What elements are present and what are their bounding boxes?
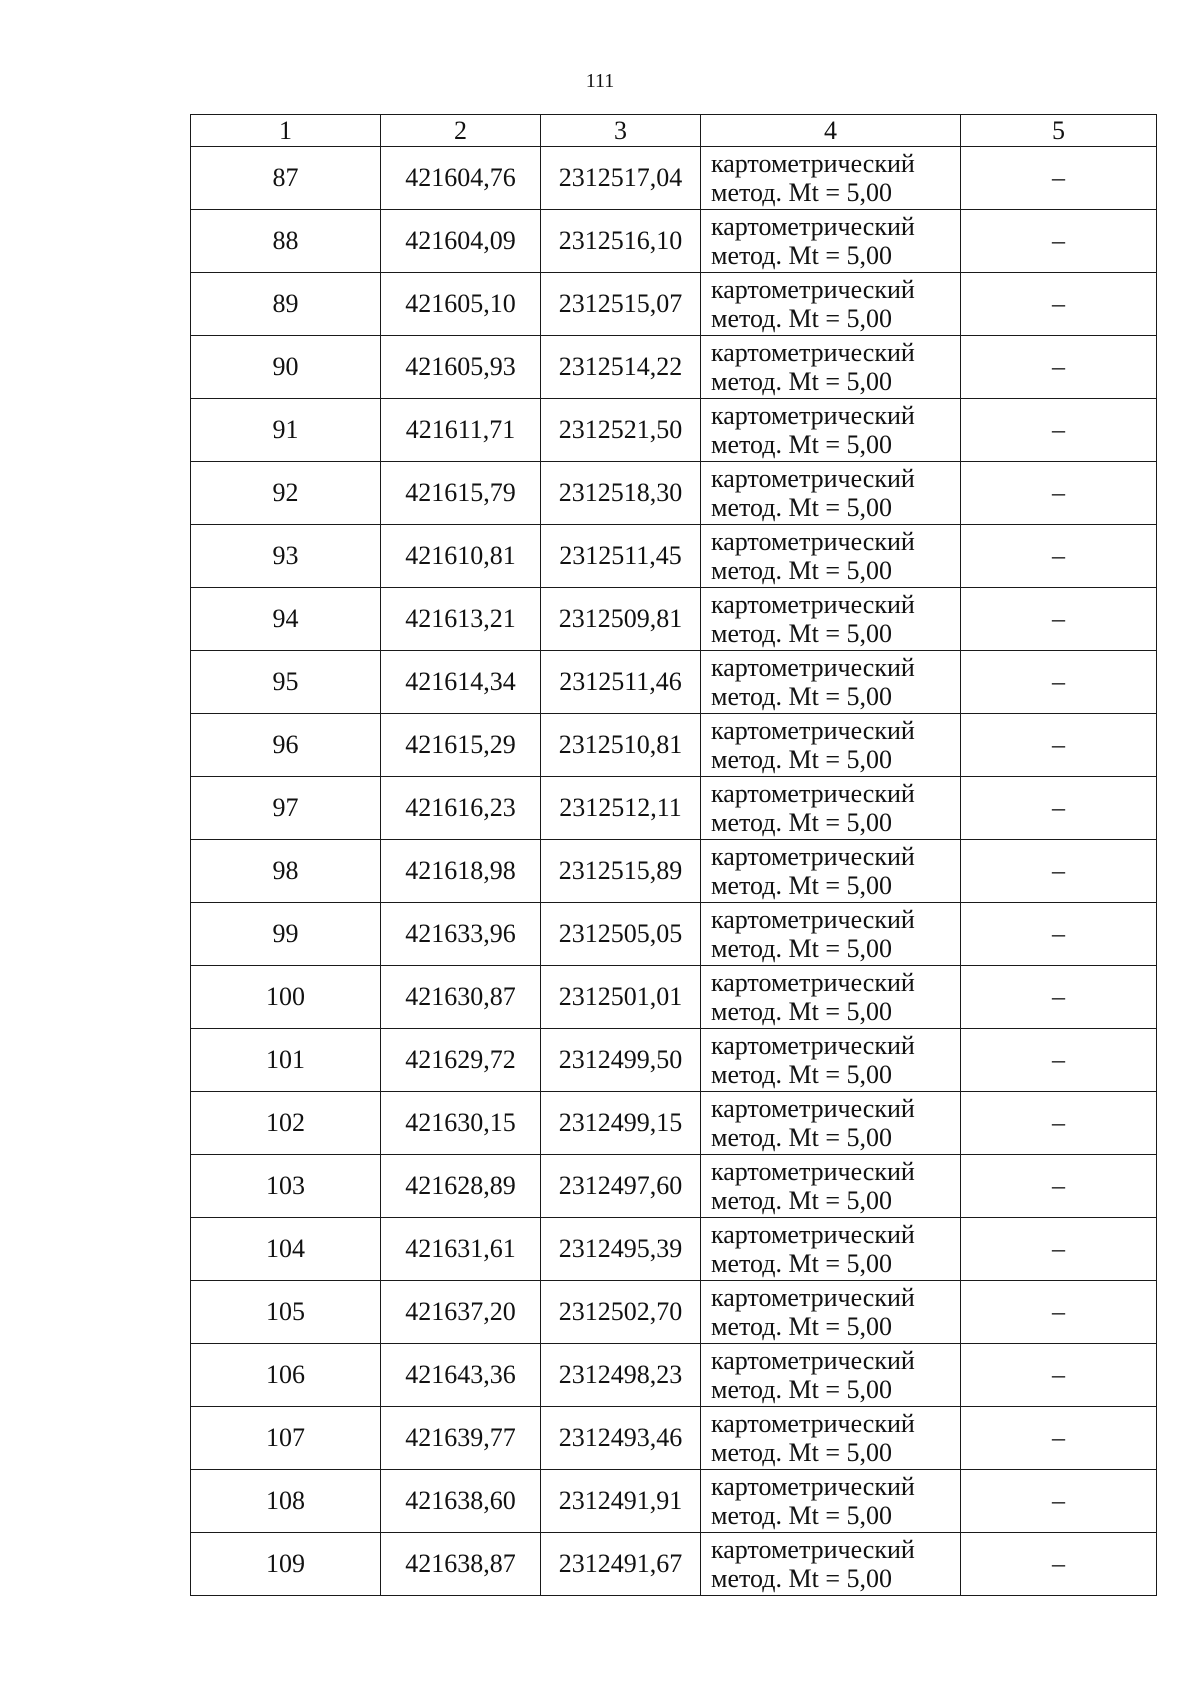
method-line-1: картометрический (711, 1283, 915, 1312)
method-cell (701, 1407, 961, 1470)
method-line-2: метод. Mt = 5,00 (711, 1060, 892, 1089)
note-cell: – (961, 1155, 1157, 1218)
method-line-1: картометрический (711, 716, 915, 745)
method-line-2: метод. Mt = 5,00 (711, 997, 892, 1026)
table-row (191, 1029, 1157, 1092)
table-row (191, 462, 1157, 525)
point-number-cell: 97 (191, 777, 381, 840)
x-coordinate-cell: 421643,36 (381, 1344, 541, 1407)
y-coordinate-cell: 2312505,05 (541, 903, 701, 966)
y-coordinate-cell: 2312518,30 (541, 462, 701, 525)
method-line-2: метод. Mt = 5,00 (711, 1438, 892, 1467)
method-line-2: метод. Mt = 5,00 (711, 1249, 892, 1278)
point-number-cell: 91 (191, 399, 381, 462)
method-cell (701, 462, 961, 525)
y-coordinate-cell: 2312491,67 (541, 1533, 701, 1596)
x-coordinate-cell: 421631,61 (381, 1218, 541, 1281)
method-line-2: метод. Mt = 5,00 (711, 178, 892, 207)
table-row (191, 1344, 1157, 1407)
note-cell: – (961, 399, 1157, 462)
point-number-cell: 107 (191, 1407, 381, 1470)
method-cell (701, 273, 961, 336)
note-cell: – (961, 525, 1157, 588)
method-line-2: метод. Mt = 5,00 (711, 430, 892, 459)
method-line-1: картометрический (711, 1472, 915, 1501)
point-number-cell: 102 (191, 1092, 381, 1155)
method-line-2: метод. Mt = 5,00 (711, 1501, 892, 1530)
table-row (191, 1218, 1157, 1281)
method-line-1: картометрический (711, 1220, 915, 1249)
x-coordinate-cell: 421618,98 (381, 840, 541, 903)
column-header: 5 (961, 115, 1157, 147)
note-cell: – (961, 1281, 1157, 1344)
note-cell: – (961, 1218, 1157, 1281)
method-line-1: картометрический (711, 1031, 915, 1060)
method-line-1: картометрический (711, 464, 915, 493)
note-cell: – (961, 714, 1157, 777)
table-row (191, 1470, 1157, 1533)
point-number-cell: 109 (191, 1533, 381, 1596)
x-coordinate-cell: 421615,79 (381, 462, 541, 525)
column-header: 3 (541, 115, 701, 147)
column-header: 4 (701, 115, 961, 147)
method-cell (701, 1092, 961, 1155)
table-row (191, 147, 1157, 210)
method-line-1: картометрический (711, 338, 915, 367)
method-cell (701, 1470, 961, 1533)
y-coordinate-cell: 2312515,07 (541, 273, 701, 336)
point-number-cell: 89 (191, 273, 381, 336)
method-line-2: метод. Mt = 5,00 (711, 1186, 892, 1215)
method-line-1: картометрический (711, 1094, 915, 1123)
method-cell (701, 336, 961, 399)
method-line-2: метод. Mt = 5,00 (711, 682, 892, 711)
x-coordinate-cell: 421614,34 (381, 651, 541, 714)
note-cell: – (961, 1470, 1157, 1533)
note-cell: – (961, 588, 1157, 651)
method-line-1: картометрический (711, 779, 915, 808)
method-line-1: картометрический (711, 1157, 915, 1186)
y-coordinate-cell: 2312509,81 (541, 588, 701, 651)
method-line-1: картометрический (711, 401, 915, 430)
y-coordinate-cell: 2312497,60 (541, 1155, 701, 1218)
point-number-cell: 101 (191, 1029, 381, 1092)
note-cell: – (961, 1407, 1157, 1470)
note-cell: – (961, 651, 1157, 714)
point-number-cell: 88 (191, 210, 381, 273)
method-line-1: картометрический (711, 1535, 915, 1564)
table-row (191, 777, 1157, 840)
table-row (191, 1155, 1157, 1218)
y-coordinate-cell: 2312498,23 (541, 1344, 701, 1407)
method-line-1: картометрический (711, 212, 915, 241)
table-row (191, 525, 1157, 588)
method-cell (701, 714, 961, 777)
x-coordinate-cell: 421628,89 (381, 1155, 541, 1218)
table-row (191, 903, 1157, 966)
note-cell: – (961, 147, 1157, 210)
method-line-2: метод. Mt = 5,00 (711, 745, 892, 774)
table-row (191, 966, 1157, 1029)
table-row (191, 1281, 1157, 1344)
table-row (191, 1533, 1157, 1596)
method-line-2: метод. Mt = 5,00 (711, 304, 892, 333)
point-number-cell: 95 (191, 651, 381, 714)
x-coordinate-cell: 421604,76 (381, 147, 541, 210)
method-cell (701, 1218, 961, 1281)
y-coordinate-cell: 2312521,50 (541, 399, 701, 462)
x-coordinate-cell: 421630,87 (381, 966, 541, 1029)
method-cell (701, 903, 961, 966)
point-number-cell: 100 (191, 966, 381, 1029)
method-line-1: картометрический (711, 149, 915, 178)
point-number-cell: 103 (191, 1155, 381, 1218)
column-header: 2 (381, 115, 541, 147)
method-cell (701, 1155, 961, 1218)
y-coordinate-cell: 2312510,81 (541, 714, 701, 777)
note-cell: – (961, 336, 1157, 399)
method-cell (701, 525, 961, 588)
method-line-1: картометрический (711, 1346, 915, 1375)
note-cell: – (961, 840, 1157, 903)
method-line-2: метод. Mt = 5,00 (711, 871, 892, 900)
method-line-2: метод. Mt = 5,00 (711, 1312, 892, 1341)
table-row (191, 336, 1157, 399)
method-line-1: картометрический (711, 968, 915, 997)
method-line-1: картометрический (711, 275, 915, 304)
x-coordinate-cell: 421633,96 (381, 903, 541, 966)
x-coordinate-cell: 421637,20 (381, 1281, 541, 1344)
y-coordinate-cell: 2312499,50 (541, 1029, 701, 1092)
note-cell: – (961, 1344, 1157, 1407)
x-coordinate-cell: 421629,72 (381, 1029, 541, 1092)
method-cell (701, 1533, 961, 1596)
y-coordinate-cell: 2312501,01 (541, 966, 701, 1029)
note-cell: – (961, 903, 1157, 966)
method-line-1: картометрический (711, 842, 915, 871)
x-coordinate-cell: 421639,77 (381, 1407, 541, 1470)
note-cell: – (961, 462, 1157, 525)
method-line-2: метод. Mt = 5,00 (711, 808, 892, 837)
method-cell (701, 399, 961, 462)
point-number-cell: 106 (191, 1344, 381, 1407)
y-coordinate-cell: 2312499,15 (541, 1092, 701, 1155)
y-coordinate-cell: 2312511,46 (541, 651, 701, 714)
point-number-cell: 94 (191, 588, 381, 651)
note-cell: – (961, 1533, 1157, 1596)
table-row (191, 210, 1157, 273)
method-line-2: метод. Mt = 5,00 (711, 934, 892, 963)
note-cell: – (961, 777, 1157, 840)
table-row (191, 651, 1157, 714)
y-coordinate-cell: 2312516,10 (541, 210, 701, 273)
method-cell (701, 651, 961, 714)
x-coordinate-cell: 421611,71 (381, 399, 541, 462)
column-header: 1 (191, 115, 381, 147)
method-cell (701, 1344, 961, 1407)
x-coordinate-cell: 421638,87 (381, 1533, 541, 1596)
method-line-1: картометрический (711, 905, 915, 934)
x-coordinate-cell: 421616,23 (381, 777, 541, 840)
method-line-2: метод. Mt = 5,00 (711, 1123, 892, 1152)
point-number-cell: 105 (191, 1281, 381, 1344)
note-cell: – (961, 1029, 1157, 1092)
table-row (191, 1092, 1157, 1155)
x-coordinate-cell: 421610,81 (381, 525, 541, 588)
table-row (191, 1407, 1157, 1470)
table-body (191, 115, 1157, 1596)
x-coordinate-cell: 421605,93 (381, 336, 541, 399)
page-number: 111 (585, 70, 615, 92)
method-line-2: метод. Mt = 5,00 (711, 493, 892, 522)
x-coordinate-cell: 421605,10 (381, 273, 541, 336)
y-coordinate-cell: 2312511,45 (541, 525, 701, 588)
method-line-1: картометрический (711, 590, 915, 619)
method-line-2: метод. Mt = 5,00 (711, 556, 892, 585)
table-header-row (191, 115, 1157, 147)
method-line-2: метод. Mt = 5,00 (711, 241, 892, 270)
y-coordinate-cell: 2312493,46 (541, 1407, 701, 1470)
method-cell (701, 210, 961, 273)
x-coordinate-cell: 421638,60 (381, 1470, 541, 1533)
method-cell (701, 966, 961, 1029)
y-coordinate-cell: 2312515,89 (541, 840, 701, 903)
method-line-2: метод. Mt = 5,00 (711, 367, 892, 396)
method-cell (701, 1029, 961, 1092)
y-coordinate-cell: 2312491,91 (541, 1470, 701, 1533)
point-number-cell: 87 (191, 147, 381, 210)
method-cell (701, 147, 961, 210)
table-row (191, 840, 1157, 903)
method-line-1: картометрический (711, 1409, 915, 1438)
method-line-2: метод. Mt = 5,00 (711, 619, 892, 648)
point-number-cell: 104 (191, 1218, 381, 1281)
method-cell (701, 588, 961, 651)
point-number-cell: 93 (191, 525, 381, 588)
method-line-2: метод. Mt = 5,00 (711, 1564, 892, 1593)
table-row (191, 273, 1157, 336)
point-number-cell: 98 (191, 840, 381, 903)
method-cell (701, 1281, 961, 1344)
method-cell (701, 840, 961, 903)
note-cell: – (961, 210, 1157, 273)
table-row (191, 399, 1157, 462)
y-coordinate-cell: 2312512,11 (541, 777, 701, 840)
x-coordinate-cell: 421630,15 (381, 1092, 541, 1155)
y-coordinate-cell: 2312514,22 (541, 336, 701, 399)
x-coordinate-cell: 421613,21 (381, 588, 541, 651)
table-row (191, 588, 1157, 651)
coordinates-table (190, 114, 1157, 1596)
method-line-1: картометрический (711, 653, 915, 682)
point-number-cell: 96 (191, 714, 381, 777)
point-number-cell: 92 (191, 462, 381, 525)
table-row (191, 714, 1157, 777)
note-cell: – (961, 1092, 1157, 1155)
x-coordinate-cell: 421615,29 (381, 714, 541, 777)
point-number-cell: 108 (191, 1470, 381, 1533)
x-coordinate-cell: 421604,09 (381, 210, 541, 273)
method-line-2: метод. Mt = 5,00 (711, 1375, 892, 1404)
y-coordinate-cell: 2312517,04 (541, 147, 701, 210)
method-cell (701, 777, 961, 840)
note-cell: – (961, 966, 1157, 1029)
point-number-cell: 90 (191, 336, 381, 399)
point-number-cell: 99 (191, 903, 381, 966)
y-coordinate-cell: 2312502,70 (541, 1281, 701, 1344)
note-cell: – (961, 273, 1157, 336)
y-coordinate-cell: 2312495,39 (541, 1218, 701, 1281)
method-line-1: картометрический (711, 527, 915, 556)
